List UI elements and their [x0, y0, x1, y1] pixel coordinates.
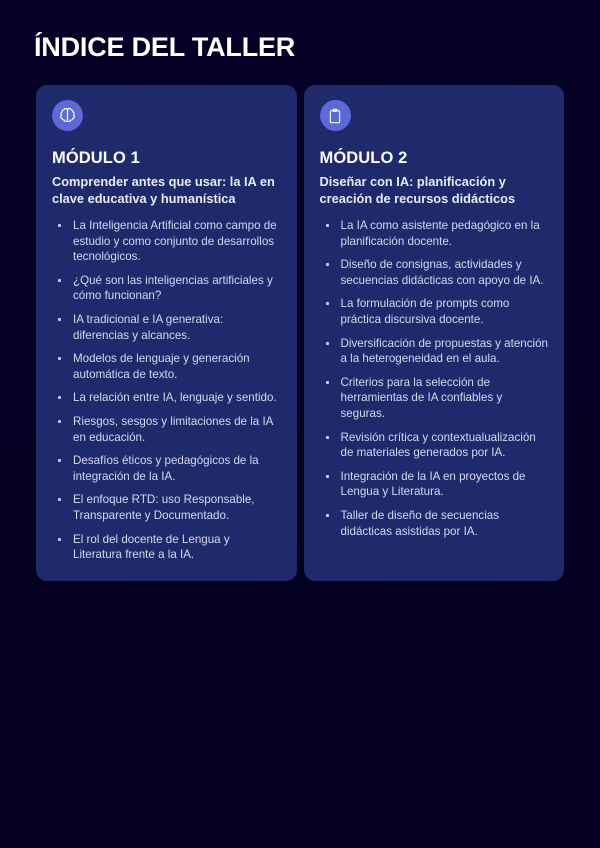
module-card-subtitle: Comprender antes que usar: la IA en clave educativa y humanística [52, 174, 275, 206]
list-item: Diseño de consignas, actividades y secuencias didácticas con apoyo de IA. [320, 257, 549, 288]
list-item: La formulación de prompts como práctica discursiva docente. [320, 296, 549, 327]
list-item: Taller de diseño de secuencias didácticas asistidas por IA. [320, 508, 549, 539]
module-card-kicker: MÓDULO 2 [319, 149, 408, 167]
list-item: Criterios para la selección de herramientas de IA confiables y seguras. [320, 375, 549, 422]
list-item: ¿Qué son las inteligencias artificiales y cómo funcionan? [52, 273, 281, 304]
list-item: IA tradicional e IA generativa: diferencias y alcances. [52, 312, 281, 343]
module-card-subtitle: Diseñar con IA: planificación y creación de recursos didácticos [319, 174, 516, 206]
list-item: Riesgos, sesgos y limitaciones de la IA en educación. [52, 414, 281, 445]
list-item: Diversificación de propuestas y atención a la heterogeneidad en el aula. [320, 336, 549, 367]
list-item: El enfoque RTD: uso Responsable, Transparente y Documentado. [52, 492, 281, 523]
list-item: La IA como asistente pedagógico en la planificación docente. [320, 218, 549, 249]
list-item: El rol del docente de Lengua y Literatura frente a la IA. [52, 532, 281, 563]
list-item: Modelos de lenguaje y generación automática de texto. [52, 351, 281, 382]
module-topic-list [52, 218, 281, 563]
page-title: ÍNDICE DEL TALLER [34, 32, 296, 62]
module-cards-row [36, 85, 564, 581]
module-card-2[interactable] [304, 85, 565, 581]
list-item: Integración de la IA en proyectos de Lengua y Literatura. [320, 469, 549, 500]
module-topic-list [320, 218, 549, 539]
module-card-1[interactable] [36, 85, 297, 581]
list-item: La relación entre IA, lenguaje y sentido. [52, 390, 281, 406]
list-item: Revisión crítica y contextualualización de materiales generados por IA. [320, 430, 549, 461]
list-item: Desafíos éticos y pedagógicos de la integración de la IA. [52, 453, 281, 484]
list-item: La Inteligencia Artificial como campo de estudio y como conjunto de desarrollos tecnológicos. [52, 218, 281, 265]
brain-icon [52, 100, 83, 131]
module-card-kicker: MÓDULO 1 [52, 149, 140, 167]
clipboard-icon [320, 100, 351, 131]
